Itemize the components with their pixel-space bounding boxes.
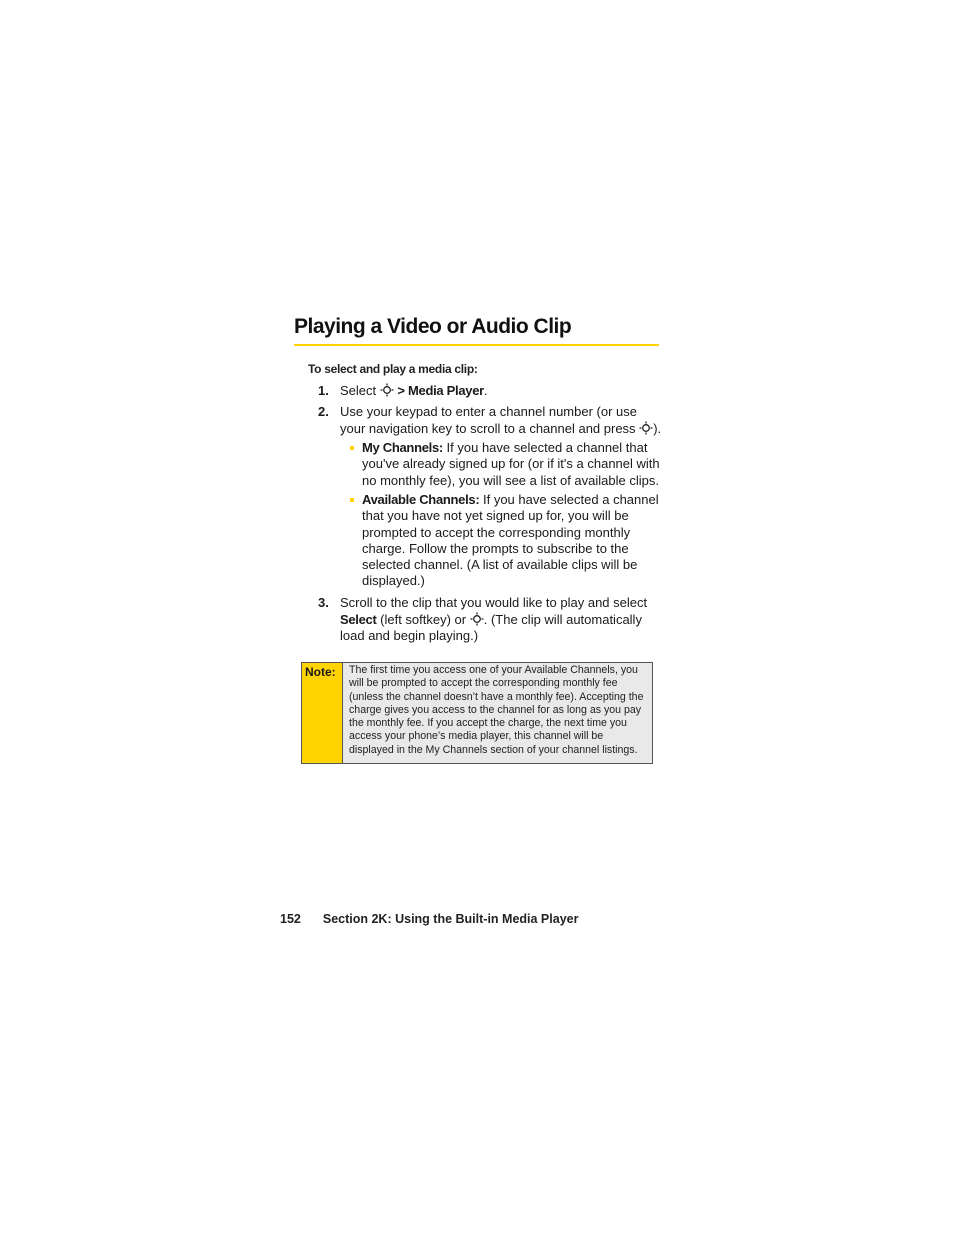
step-text: (left softkey) or	[380, 611, 467, 627]
note-box	[301, 662, 653, 764]
page-footer	[280, 912, 578, 926]
step-number: 3.	[318, 595, 329, 610]
step-text: Select	[340, 383, 377, 398]
step-number: 2.	[318, 404, 329, 419]
step-1	[318, 383, 663, 400]
step-3	[318, 595, 663, 645]
bullet-text: If you have selected a channel that you have not yet signed up for, you will be prompted to accept the corresponding monthly charge. Follow the prompts to subscribe to the selected channel. (A list of available clips will be displayed.)	[362, 492, 659, 589]
step-number: 1.	[318, 383, 329, 398]
step-suffix: .	[483, 383, 488, 398]
navigation-key-icon	[380, 383, 394, 397]
procedure-intro: To select and play a media clip:	[308, 362, 478, 376]
bullet-marker	[350, 498, 354, 502]
note-text: The first time you access one of your Available Channels, you will be prompted to accept the corresponding monthly fee (unless the channel doesn’t have a monthly fee). Accepting the charge gives you access to the channel for as long as you pay the monthly fee. If you accept the charge, the next time you access your phone’s media player, this channel will be displayed in the My Channels section of your channel listings.	[349, 664, 644, 756]
navigation-key-icon	[470, 612, 484, 626]
bullet-marker	[350, 446, 354, 450]
note-label: Note:	[302, 663, 343, 763]
page-title: Playing a Video or Audio Clip	[294, 314, 659, 346]
bullet-available-channels	[350, 492, 660, 590]
page-number: 152	[280, 912, 301, 926]
navigation-key-icon	[639, 421, 653, 435]
bullet-my-channels	[350, 440, 660, 489]
step-text: . (The clip will automatically load and begin playing.)	[340, 611, 642, 643]
step-text: Scroll to the clip that you would like to play and select	[340, 595, 648, 610]
bullet-label: My Channels:	[362, 440, 443, 455]
bullet-text: If you have selected a channel that you've already signed up for (or if it's a channel with no monthly fee), you will see a list of available clips.	[362, 440, 660, 488]
section-title: Section 2K: Using the Built-in Media Player	[322, 912, 579, 926]
softkey-label: Select	[340, 611, 377, 627]
step-text: Use your keypad to enter a channel number (or use your navigation key to scroll to a channel and press	[340, 404, 638, 436]
step-text-end: ).	[653, 420, 662, 436]
step-2	[318, 404, 663, 437]
bullet-label: Available Channels:	[362, 492, 480, 507]
menu-path: > Media Player	[397, 383, 484, 398]
